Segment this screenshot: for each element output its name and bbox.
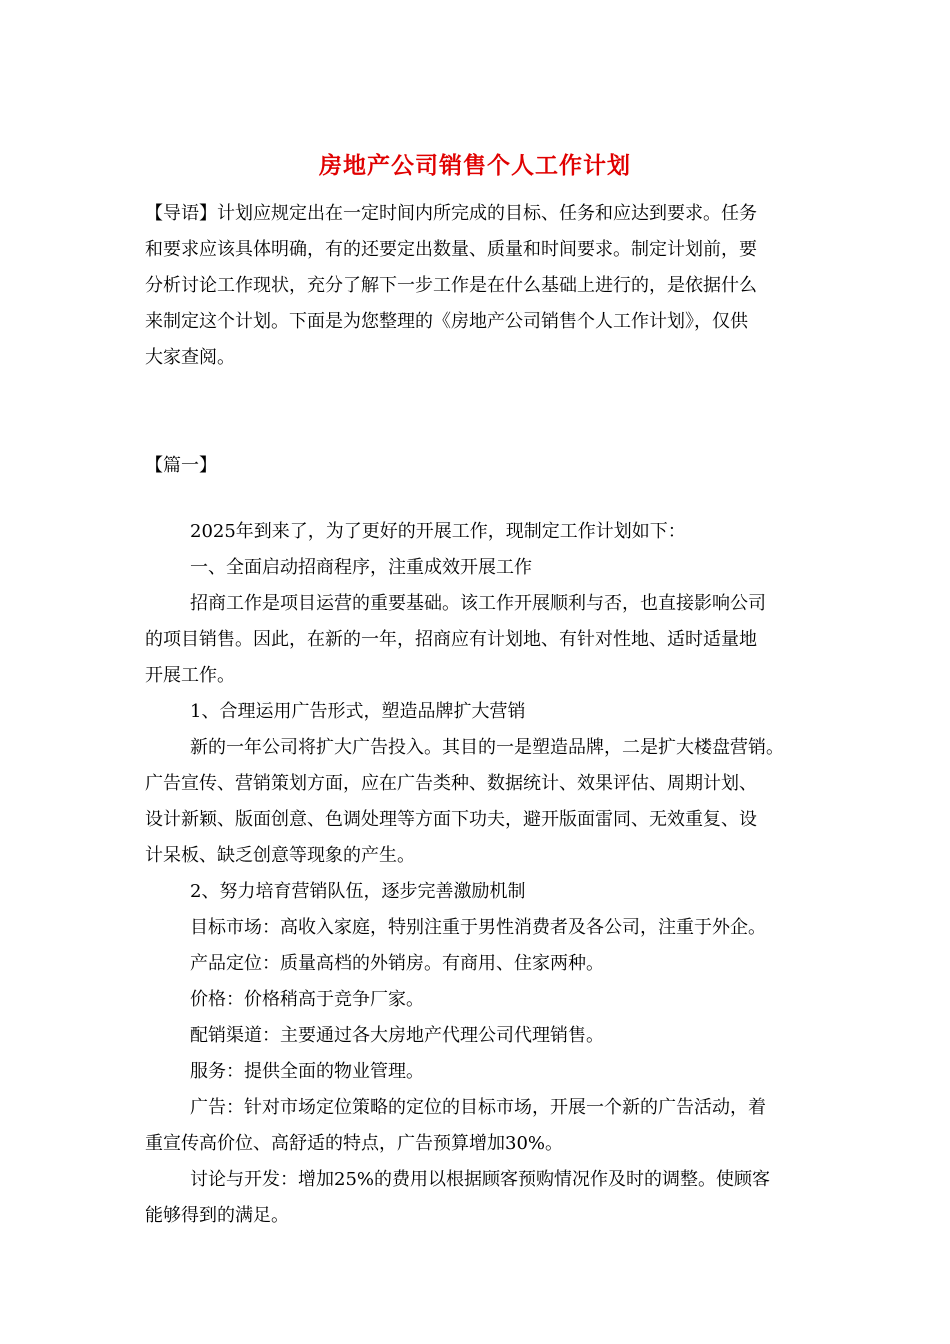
content-line: 目标市场：高收入家庭，特别注重于男性消费者及各公司，注重于外企。 bbox=[190, 917, 766, 938]
content-line: 的项目销售。因此，在新的一年，招商应有计划地、有针对性地、适时适量地 bbox=[145, 629, 757, 650]
intro-line: 大家查阅。 bbox=[145, 347, 235, 368]
section-label: 【篇一】 bbox=[145, 455, 217, 476]
content-line: 广告宣传、营销策划方面，应在广告类种、数据统计、效果评估、周期计划、 bbox=[145, 773, 757, 794]
content-line: 1、合理运用广告形式，塑造品牌扩大营销 bbox=[190, 701, 526, 722]
content-line: 2025年到来了，为了更好的开展工作，现制定工作计划如下： bbox=[190, 521, 686, 542]
content-line: 广告：针对市场定位策略的定位的目标市场，开展一个新的广告活动，着 bbox=[190, 1097, 766, 1118]
intro-paragraph bbox=[145, 196, 815, 376]
intro-line: 来制定这个计划。下面是为您整理的《房地产公司销售个人工作计划》，仅供 bbox=[145, 311, 748, 332]
content-line: 一、全面启动招商程序，注重成效开展工作 bbox=[190, 557, 532, 578]
content-line: 产品定位：质量高档的外销房。有商用、住家两种。 bbox=[190, 953, 604, 974]
content-line: 2、努力培育营销队伍，逐步完善激励机制 bbox=[190, 881, 526, 902]
intro-line: 【导语】计划应规定出在一定时间内所完成的目标、任务和应达到要求。任务 bbox=[145, 203, 757, 224]
document-title: 房地产公司销售个人工作计划 bbox=[319, 152, 631, 179]
content-line: 设计新颖、版面创意、色调处理等方面下功夫，避开版面雷同、无效重复、设 bbox=[145, 809, 757, 830]
content-line: 开展工作。 bbox=[145, 665, 235, 686]
intro-line: 和要求应该具体明确，有的还要定出数量、质量和时间要求。制定计划前，要 bbox=[145, 239, 757, 260]
content-line: 重宣传高价位、高舒适的特点，广告预算增加30%。 bbox=[145, 1133, 564, 1154]
content-line: 计呆板、缺乏创意等现象的产生。 bbox=[145, 845, 415, 866]
content-line: 价格：价格稍高于竞争厂家。 bbox=[190, 989, 424, 1010]
intro-line: 分析讨论工作现状，充分了解下一步工作是在什么基础上进行的，是依据什么 bbox=[145, 275, 757, 296]
content-line: 讨论与开发：增加25%的费用以根据顾客预购情况作及时的调整。使顾客 bbox=[190, 1169, 771, 1190]
content-line: 服务：提供全面的物业管理。 bbox=[190, 1061, 424, 1082]
content-line: 能够得到的满足。 bbox=[145, 1205, 289, 1226]
content-body bbox=[145, 514, 815, 1234]
content-line: 新的一年公司将扩大广告投入。其目的一是塑造品牌，二是扩大楼盘营销。 bbox=[190, 737, 784, 758]
content-line: 配销渠道：主要通过各大房地产代理公司代理销售。 bbox=[190, 1025, 604, 1046]
content-line: 招商工作是项目运营的重要基础。该工作开展顺利与否，也直接影响公司 bbox=[190, 593, 766, 614]
